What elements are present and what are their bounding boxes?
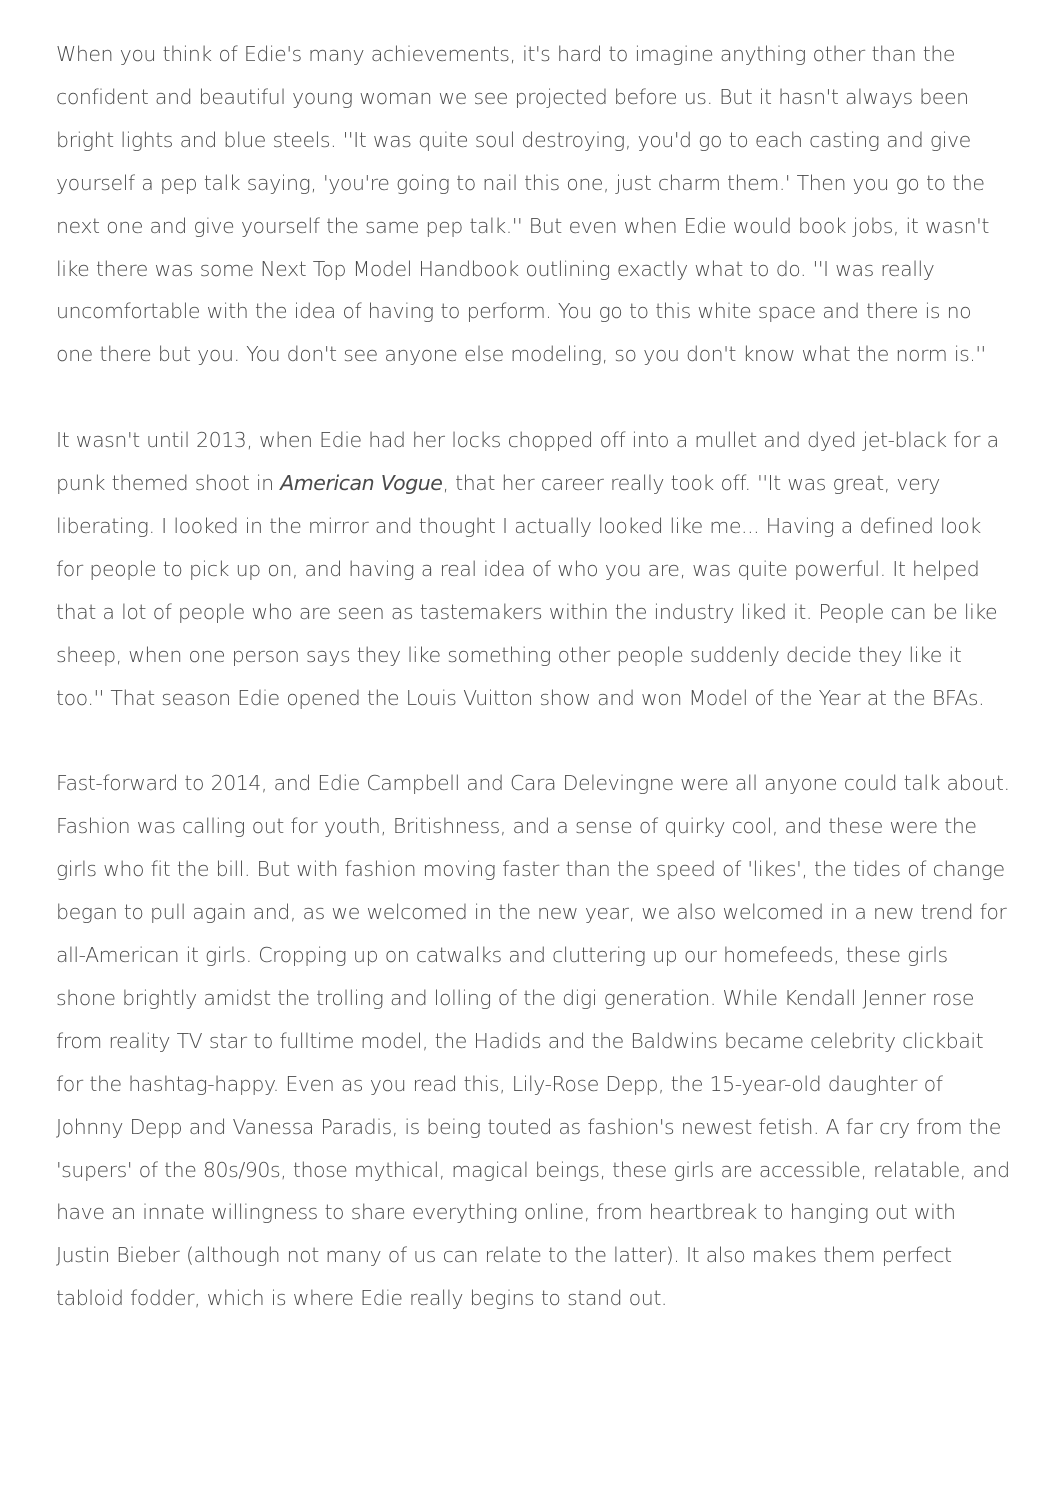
paragraph-early-career: When you think of Edie's many achievements, it's hard to imagine anything other than the confident and beautiful young woman we see projected before us. But it hasn't always been bright lights and blue steels. ''It was quite soul destroying, you'd go to each casting and give yourself a pep talk saying, 'you're going to nail this one, just charm them.' Then you go to the next one and give yourself the same pep talk.'' But even when Edie would book jobs, it wasn't like there was some Next Top Model Handbook outlining exactly what to do. ''I was really uncomfortable with the idea of having to perform. You go to this white space and there is no one there but you. You don't see anyone else modeling, so you don't know what the norm is.'' [56,42,989,367]
paragraph-breakthrough-text-start: It wasn't until 2013, when Edie had her locks chopped off into a mullet and dyed jet-black for a punk themed shoot in [56,428,999,496]
paragraph-breakthrough [56,419,1011,719]
paragraph-breakthrough-text-end: , that her career really took off. ''It was great, very liberating. I looked in the mirror and thought I actually looked like me... Having a defined look for people to pick up on, and having a real idea of who you are, was quite powerful. It helped that a lot of people who are seen as tastemakers within the industry liked it. People can be like sheep, when one person says they like something other people suddenly decide they like it too.'' That season Edie opened the Louis Vuitton show and won Model of the Year at the BFAs. [56,471,998,710]
publication-title: American Vogue [280,471,443,496]
article-body [56,33,1011,1320]
paragraph-american-it-girls: Fast-forward to 2014, and Edie Campbell and Cara Delevingne were all anyone could talk about. Fashion was calling out for youth, Britishness, and a sense of quirky cool, and these were the girls who fit the bill. But with fashion moving faster than the speed of 'likes', the tides of change began to pull again and, as we welcomed in the new year, we also welcomed in a new trend for all-American it girls. Cropping up on catwalks and cluttering up our homefeeds, these girls shone brightly amidst the trolling and lolling of the digi generation. While Kendall Jenner rose from reality TV star to fulltime model, the Hadids and the Baldwins became celebrity clickbait for the hashtag-happy. Even as you read this, Lily-Rose Depp, the 15-year-old daughter of Johnny Depp and Vanessa Paradis, is being touted as fashion's newest fetish. A far cry from the 'supers' of the 80s/90s, those mythical, magical beings, these girls are accessible, relatable, and have an innate willingness to share everything online, from heartbreak to hanging out with Justin Bieber (although not many of us can relate to the latter). It also makes them perfect tabloid fodder, which is where Edie really begins to stand out. [56,771,1010,1311]
